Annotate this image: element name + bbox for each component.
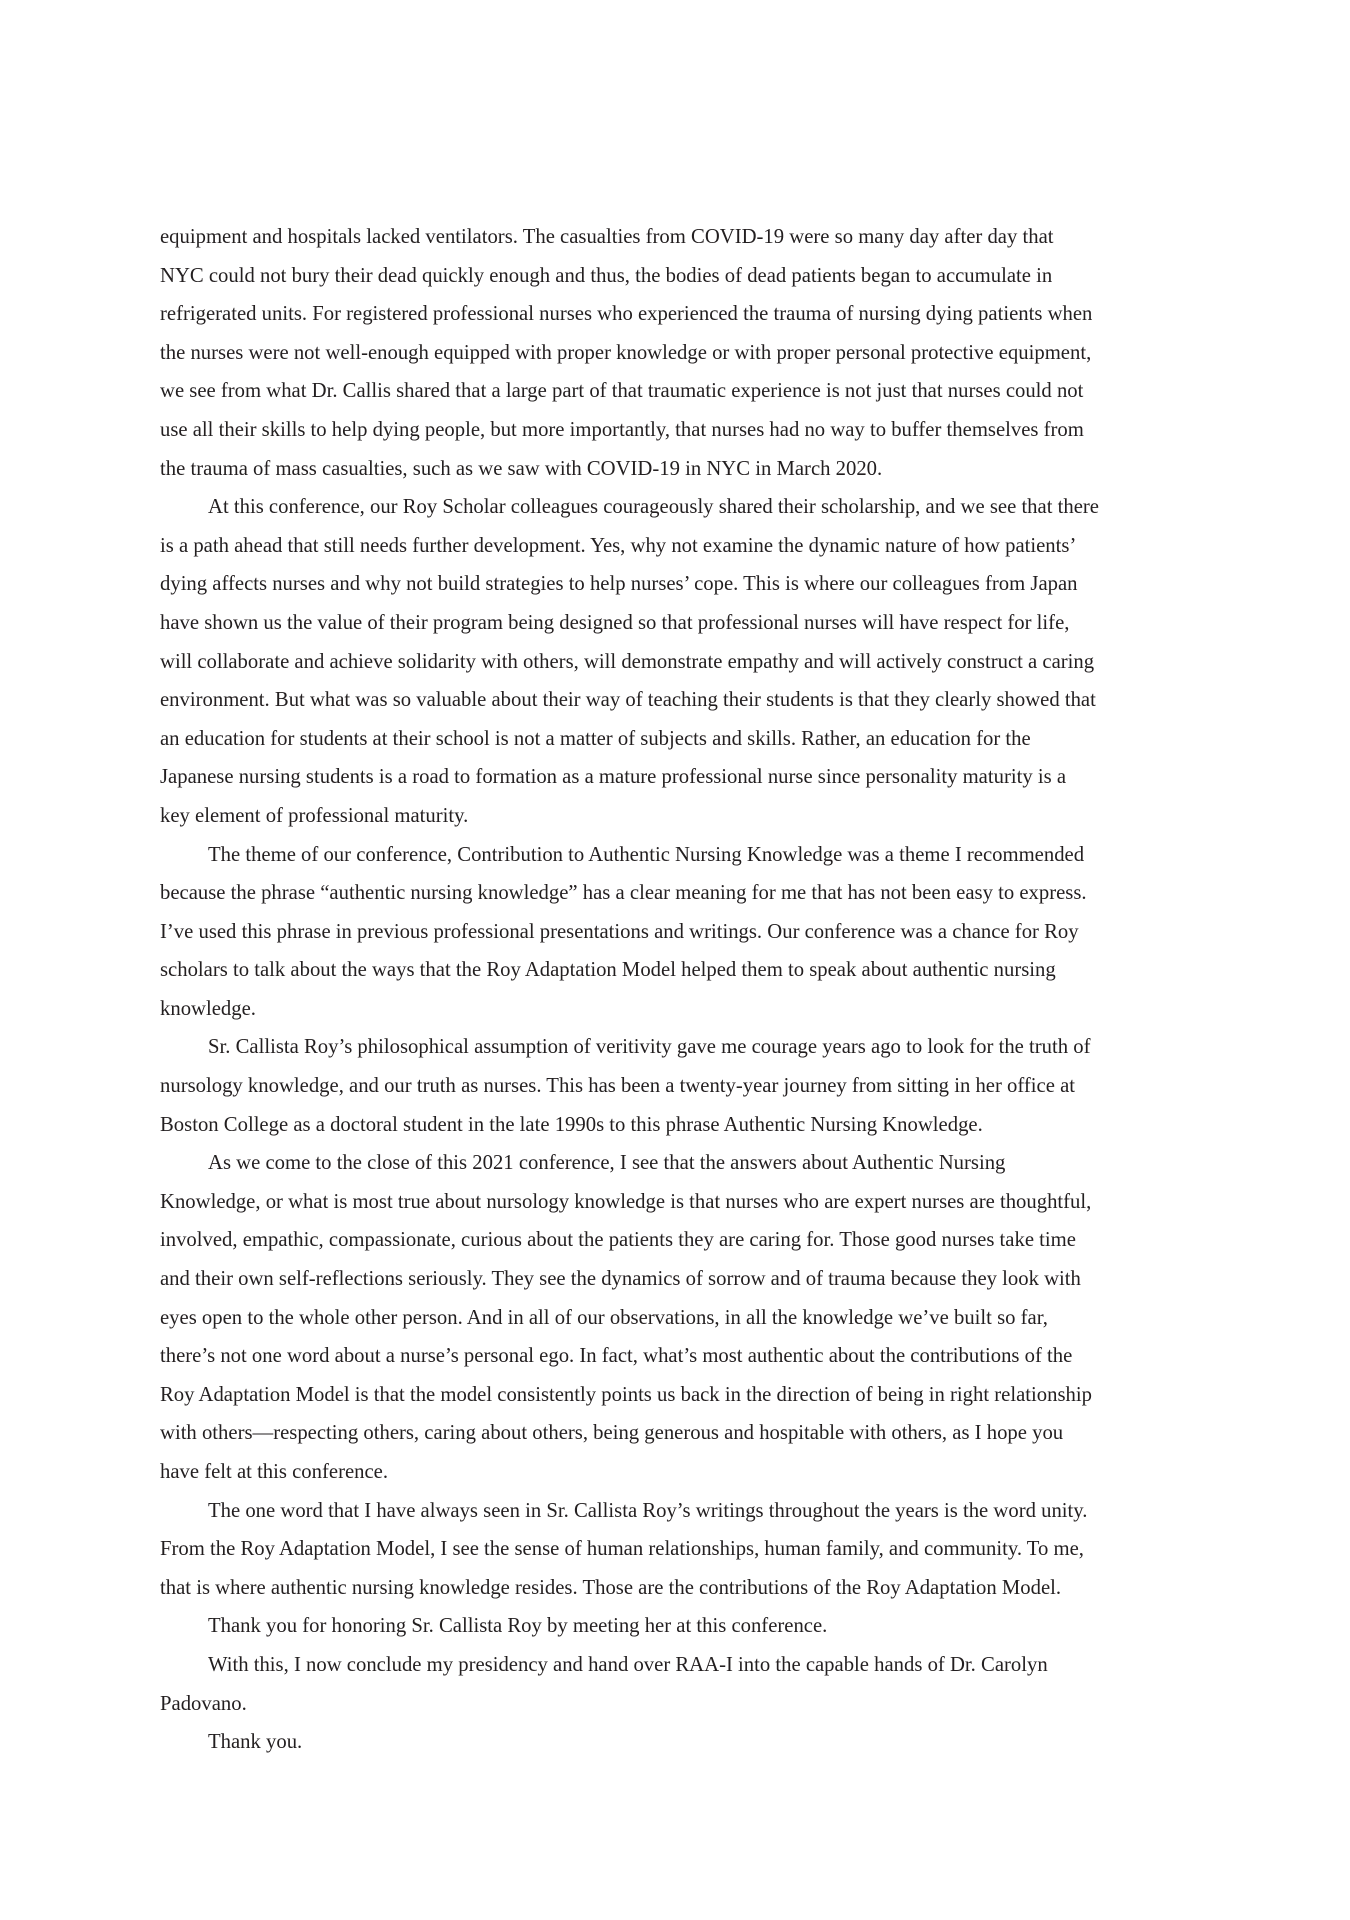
- text-line: involved, empathic, compassionate, curious about the patients they are caring for. Those good nurses take time: [160, 1229, 1076, 1252]
- text-line: because the phrase “authentic nursing knowledge” has a clear meaning for me that has not been easy to express.: [160, 882, 1087, 905]
- text-line: environment. But what was so valuable about their way of teaching their students is that they clearly showed that: [160, 689, 1096, 712]
- text-line: the trauma of mass casualties, such as we saw with COVID-19 in NYC in March 2020.: [160, 457, 883, 480]
- text-line: Knowledge, or what is most true about nursology knowledge is that nurses who are expert nurses are thoughtful,: [160, 1190, 1092, 1213]
- text-line: Padovano.: [160, 1692, 247, 1715]
- text-line: dying affects nurses and why not build strategies to help nurses’ cope. This is where our colleagues from Japan: [160, 573, 1078, 596]
- text-line: From the Roy Adaptation Model, I see the sense of human relationships, human family, and community. To me,: [160, 1538, 1084, 1561]
- text-line: The one word that I have always seen in Sr. Callista Roy’s writings throughout the years is the word unity.: [208, 1499, 1088, 1522]
- text-line: scholars to talk about the ways that the Roy Adaptation Model helped them to speak about authentic nursing: [160, 959, 1056, 982]
- text-line: Sr. Callista Roy’s philosophical assumption of veritivity gave me courage years ago to look for the truth of: [208, 1036, 1091, 1059]
- paragraph: [160, 1607, 1200, 1646]
- paragraph: [160, 1723, 1200, 1762]
- text-line: that is where authentic nursing knowledge resides. Those are the contributions of the Roy Adaptation Model.: [160, 1576, 1062, 1599]
- paragraph: [160, 488, 1200, 835]
- paragraph: [160, 836, 1200, 1029]
- paragraph: [160, 1028, 1200, 1144]
- text-line: refrigerated units. For registered professional nurses who experienced the trauma of nursing dying patients when: [160, 303, 1093, 326]
- paragraph: [160, 1492, 1200, 1608]
- text-line: an education for students at their school is not a matter of subjects and skills. Rather, an education for the: [160, 727, 1031, 750]
- text-line: At this conference, our Roy Scholar colleagues courageously shared their scholarship, and we see that there: [208, 496, 1099, 519]
- paragraph: [160, 1144, 1200, 1491]
- text-line: there’s not one word about a nurse’s personal ego. In fact, what’s most authentic about the contributions of the: [160, 1345, 1073, 1368]
- text-line: Thank you.: [208, 1731, 303, 1754]
- paragraph: [160, 218, 1200, 488]
- text-line: knowledge.: [160, 997, 256, 1020]
- text-line: key element of professional maturity.: [160, 804, 469, 827]
- text-line: and their own self-reflections seriously. They see the dynamics of sorrow and of trauma because they look with: [160, 1268, 1081, 1291]
- text-line: eyes open to the whole other person. And in all of our observations, in all the knowledge we’ve built so far,: [160, 1306, 1048, 1329]
- text-line: we see from what Dr. Callis shared that a large part of that traumatic experience is not just that nurses could not: [160, 380, 1084, 403]
- text-line: With this, I now conclude my presidency and hand over RAA-I into the capable hands of Dr. Carolyn: [208, 1653, 1048, 1676]
- body-text: [160, 218, 1200, 1762]
- text-line: have shown us the value of their program being designed so that professional nurses will have respect for life,: [160, 611, 1070, 634]
- text-line: use all their skills to help dying people, but more importantly, that nurses had no way to buffer themselves from: [160, 418, 1084, 441]
- paragraph: [160, 1646, 1200, 1723]
- text-line: NYC could not bury their dead quickly enough and thus, the bodies of dead patients began to accumulate in: [160, 264, 1053, 287]
- text-line: will collaborate and achieve solidarity with others, will demonstrate empathy and will actively construct a caring: [160, 650, 1095, 673]
- text-line: with others—respecting others, caring about others, being generous and hospitable with others, as I hope you: [160, 1422, 1064, 1445]
- text-line: I’ve used this phrase in previous professional presentations and writings. Our conference was a chance for Roy: [160, 920, 1079, 943]
- text-line: Roy Adaptation Model is that the model consistently points us back in the direction of being in right relationship: [160, 1383, 1092, 1406]
- text-line: As we come to the close of this 2021 conference, I see that the answers about Authentic Nursing: [208, 1152, 1006, 1175]
- text-line: Boston College as a doctoral student in the late 1990s to this phrase Authentic Nursing Knowledge.: [160, 1113, 983, 1136]
- text-line: The theme of our conference, Contribution to Authentic Nursing Knowledge was a theme I recommended: [208, 843, 1085, 866]
- text-line: Thank you for honoring Sr. Callista Roy by meeting her at this conference.: [208, 1615, 828, 1638]
- text-line: nursology knowledge, and our truth as nurses. This has been a twenty-year journey from sitting in her office at: [160, 1075, 1076, 1098]
- text-line: the nurses were not well-enough equipped with proper knowledge or with proper personal protective equipment,: [160, 341, 1092, 364]
- text-line: equipment and hospitals lacked ventilators. The casualties from COVID-19 were so many day after day that: [160, 226, 1054, 248]
- text-line: Japanese nursing students is a road to formation as a mature professional nurse since personality maturity is a: [160, 766, 1066, 789]
- text-line: have felt at this conference.: [160, 1461, 389, 1483]
- text-line: is a path ahead that still needs further development. Yes, why not examine the dynamic nature of how patients’: [160, 534, 1077, 557]
